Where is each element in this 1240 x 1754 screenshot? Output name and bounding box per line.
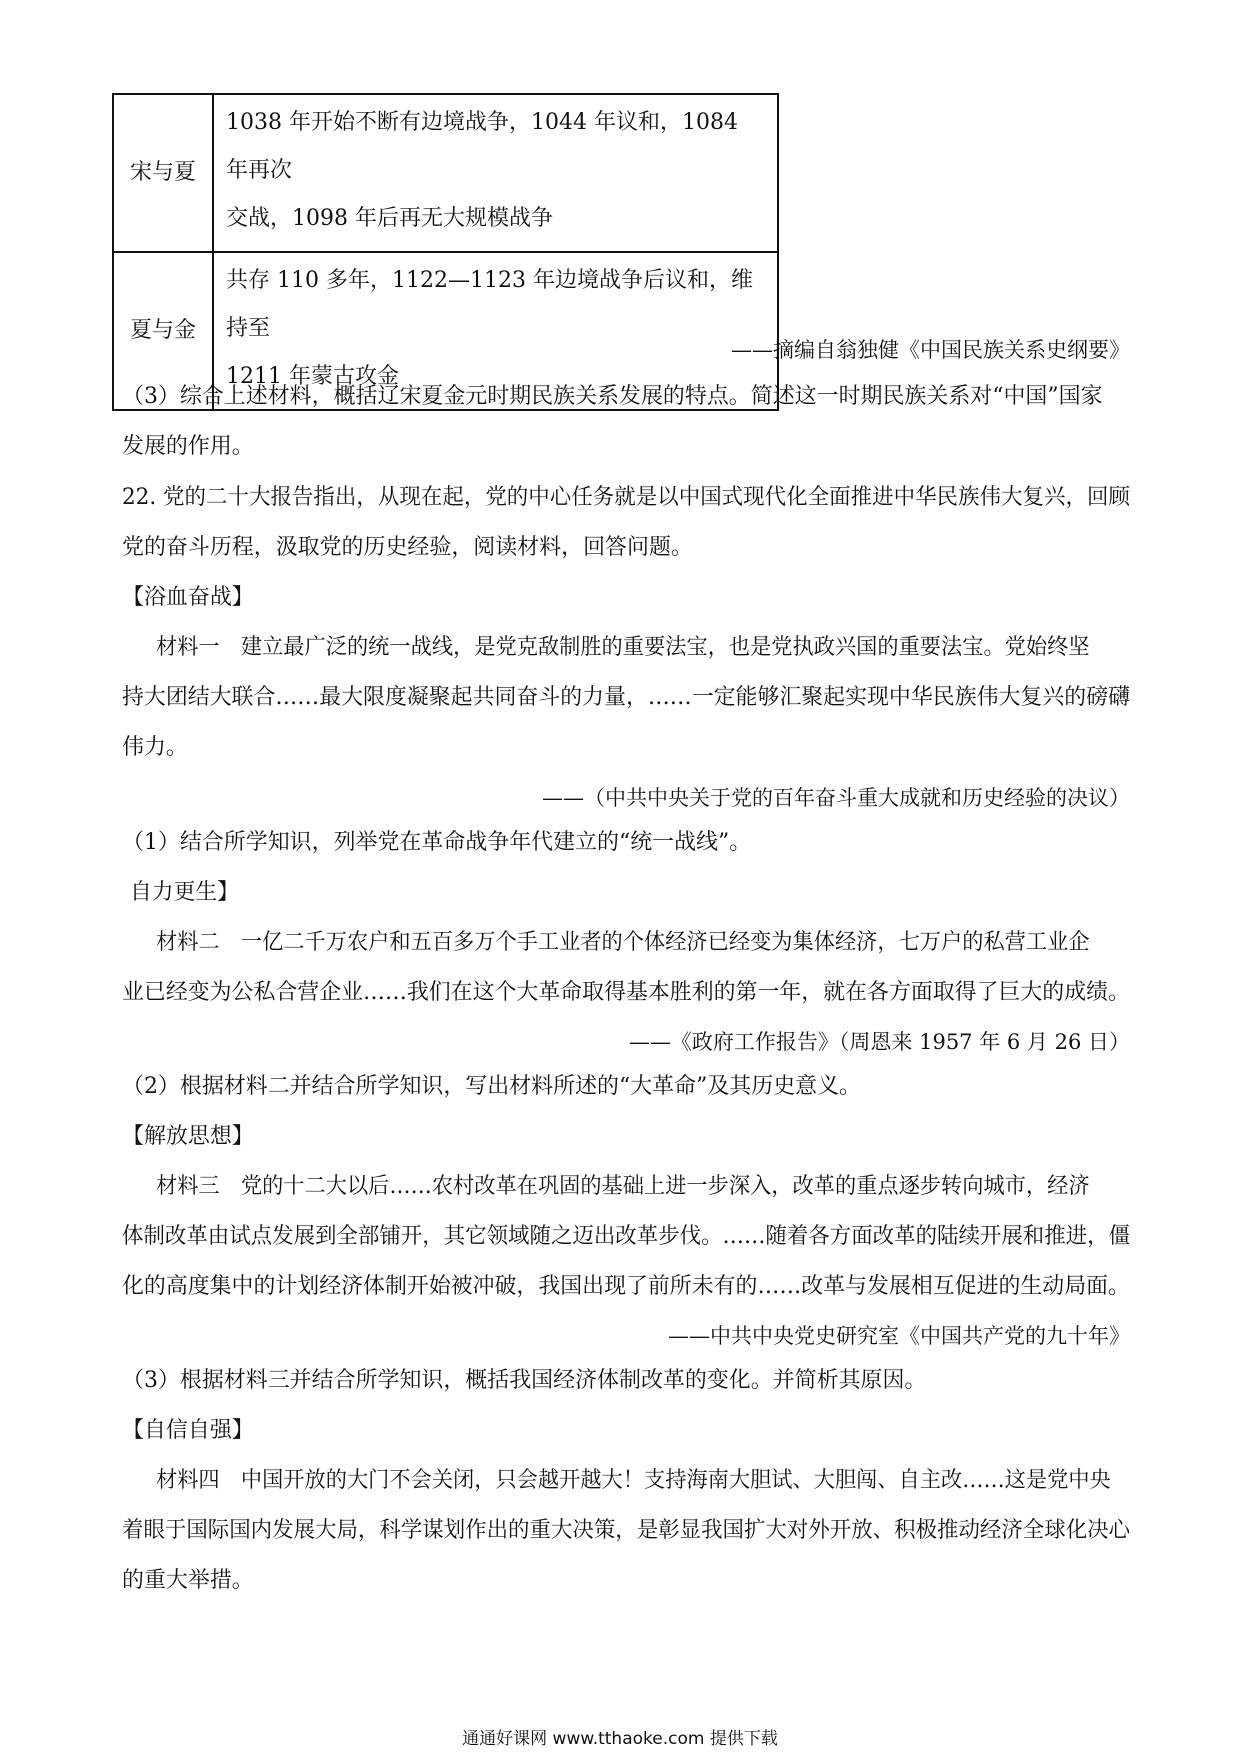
- material-line: 化的高度集中的计划经济体制开始被冲破，我国出现了前所未有的……改革与发展相互促进的生动局面。: [122, 1274, 1130, 1299]
- relations-table: [112, 93, 779, 411]
- table-source: ——摘编自翁独健《中国民族关系史纲要》: [731, 338, 1130, 362]
- question-22-intro-line: 党的奋斗历程，汲取党的历史经验，阅读材料，回答问题。: [122, 535, 693, 560]
- section-heading: 【解放思想】: [122, 1124, 254, 1149]
- question-line: （2）根据材料二并结合所学知识，写出材料所述的“大革命”及其历史意义。: [122, 1074, 862, 1099]
- table-cell-line: 共存 110 多年，1122—1123 年边境战争后议和，维持至: [226, 268, 753, 341]
- question-line: （3）根据材料三并结合所学知识，概括我国经济体制改革的变化。并简析其原因。: [122, 1368, 927, 1393]
- section-heading: 【浴血奋战】: [122, 585, 254, 610]
- material-source: ——《政府工作报告》（周恩来 1957 年 6 月 26 日）: [628, 1030, 1130, 1054]
- table-cell-line: 1211 年蒙古攻金: [226, 364, 399, 389]
- table-cell-line: 1038 年开始不断有边境战争，1044 年议和，1084 年再次: [226, 110, 738, 183]
- table-row-key: 宋与夏: [113, 94, 213, 252]
- table-row-key: 夏与金: [113, 252, 213, 410]
- material-source: ——中共中央党史研究室《中国共产党的九十年》: [668, 1324, 1130, 1348]
- question-21-3-line: （3）综合上述材料，概括辽宋夏金元时期民族关系发展的特点。简述这一时期民族关系对“中国”国家: [122, 384, 1103, 409]
- material-source: ——（中共中央关于党的百年奋斗重大成就和历史经验的决议）: [542, 786, 1130, 810]
- footer-watermark: 通通好课网 www.tthaoke.com 提供下载: [462, 1729, 778, 1749]
- material-line: 材料二 一亿二千万农户和五百多万个手工业者的个体经济已经变为集体经济，七万户的私营工业企: [156, 930, 1090, 955]
- material-line: 体制改革由试点发展到全部铺开，其它领域随之迈出改革步伐。……随着各方面改革的陆续开展和推进，僵: [122, 1224, 1131, 1249]
- material-line: 业已经变为公私合营企业……我们在这个大革命取得基本胜利的第一年，就在各方面取得了巨大的成绩。: [122, 980, 1130, 1005]
- material-line: 着眼于国际国内发展大局，科学谋划作出的重大决策，是彰显我国扩大对外开放、积极推动经济全球化决心: [122, 1518, 1131, 1543]
- question-line: （1）结合所学知识，列举党在革命战争年代建立的“统一战线”。: [122, 830, 752, 855]
- table-cell-line: 交战，1098 年后再无大规模战争: [226, 206, 553, 231]
- section-heading: 自力更生】: [130, 880, 239, 905]
- material-line: 持大团结大联合……最大限度凝聚起共同奋斗的力量，……一定能够汇聚起实现中华民族伟大复兴的磅礴: [122, 685, 1130, 710]
- table-row: [113, 94, 778, 252]
- question-22-intro-line: 22. 党的二十大报告指出，从现在起，党的中心任务就是以中国式现代化全面推进中华民族伟大复兴，回顾: [122, 485, 1130, 510]
- material-line: 伟力。: [122, 735, 188, 760]
- material-line: 材料三 党的十二大以后……农村改革在巩固的基础上进一步深入，改革的重点逐步转向城市，经济: [156, 1174, 1090, 1199]
- table-row-value: [213, 94, 778, 252]
- material-line: 的重大举措。: [122, 1568, 254, 1593]
- material-line: 材料四 中国开放的大门不会关闭，只会越开越大！支持海南大胆试、大胆闯、自主改……这是党中央: [156, 1468, 1111, 1493]
- section-heading: 【自信自强】: [122, 1418, 254, 1443]
- question-21-3-line: 发展的作用。: [122, 434, 254, 459]
- material-line: 材料一 建立最广泛的统一战线，是党克敌制胜的重要法宝，也是党执政兴国的重要法宝。党始终坚: [156, 635, 1090, 660]
